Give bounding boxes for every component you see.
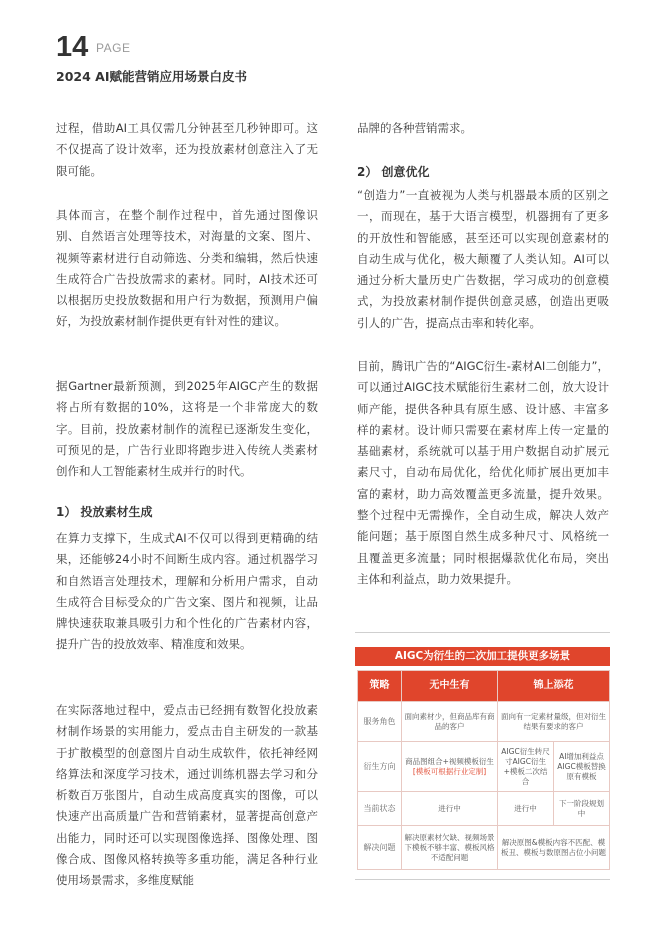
header-strategy: 策略: [358, 671, 402, 702]
table-row: [358, 792, 610, 826]
table-row: [358, 742, 610, 792]
row-label: 当前状态: [358, 792, 402, 826]
table-cell: [402, 742, 498, 792]
left-paragraph-1: 过程，借助AI工具仅需几分钟甚至几秒钟即可。这不仅提高了设计效率，还为投放素材创意注入了无限可能。: [56, 121, 318, 178]
section-heading-1: 1） 投放素材生成: [56, 505, 153, 519]
right-paragraph-3: 目前，腾讯广告的“AIGC衍生-素材AI二创能力”，可以通过AIGC技术赋能衍生素材二创，放大设计师产能，提供各种具有原生感、设计感、丰富多样的素材。设计师只需要在素材库上传一定量的基础素材，系统就可以基于用户数据自动扩展元素尺寸，自动布局优化，给优化师扩展出更加丰富的素材，助力高效覆盖更多流量，提升效果。整个过程中无需操作，全自动生成，解决人效产能问题；基于原图自然生成多种尺寸、风格统一且覆盖更多流量；同时根据爆款优化布局，突出主体和利益点，助力效果提升。: [357, 359, 609, 586]
table-row: [358, 702, 610, 742]
table-cell: 面向有一定素材量级，但对衍生结果有要求的客户: [498, 702, 610, 742]
header-from-nothing: 无中生有: [402, 671, 498, 702]
table-cell: AIGC衍生转尺寸AIGC衍生+模板二次结合: [498, 742, 554, 792]
right-paragraph-1: 品牌的各种营销需求。: [357, 121, 472, 135]
cell-text: 商品图组合+视频模板衍生: [405, 756, 494, 766]
table-cell: 面向素材少，但商品库有商品的客户: [402, 702, 498, 742]
left-paragraph-5: 在实际落地过程中，爱点击已经拥有数智化投放素材制作场景的实用能力，爱点击自主研发的一款基于扩散模型的创意图片自动生成软件，依托神经网络算法和深度学习技术，通过训练机器去学习和分析数百万张图片，自动生成高度真实的图像，可以快速产出高质量广告和营销素材，显著提高创意产出能力，同时还可以实现图像选择、图像处理、图像合成、图像风格转换等多重功能，满足各种行业使用场景需求，多维度赋能: [56, 703, 318, 888]
left-paragraph-3: 据Gartner最新预测，到2025年AIGC产生的数据将占所有数据的10%，这将是一个非常庞大的数字。目前，投放素材制作的流程已逐渐发生变化，可预见的是，广告行业即将跑步进入传统人类素材创作和人工智能素材生成并行的时代。: [56, 379, 318, 479]
page-label: PAGE: [96, 41, 131, 55]
cell-note: [模板可根据行业定制]: [412, 766, 487, 776]
right-paragraph-2: “创造力”一直被视为人类与机器最本质的区别之一，而现在，基于大语言模型，机器拥有了更多的开放性和智能感，甚至还可以实现创意素材的自动生成与优化，极大颠覆了人类认知。AI可以通过分析大量历史广告数据，学习成功的创意模式，为投放素材制作提供创意灵感，创造出更吸引人的广告，提高点击率和转化率。: [357, 188, 609, 330]
table-row: [358, 826, 610, 870]
row-label: 服务角色: [358, 702, 402, 742]
table-cell: 解决原素材欠缺、视频场景下模板不够丰富、模板风格不适配问题: [402, 826, 498, 870]
table-cell: AI增加利益点AIGC模板替换原有模板: [554, 742, 610, 792]
document-title: 2024 AI赋能营销应用场景白皮书: [56, 69, 247, 84]
row-label: 解决问题: [358, 826, 402, 870]
table-cell: 解决原图&模板内容不匹配、模板丑、模板与数原图占位小问题: [498, 826, 610, 870]
table-title: AIGC为衍生的二次加工提供更多场景: [355, 647, 610, 666]
header-enhance: 锦上添花: [498, 671, 610, 702]
scenario-table: [357, 670, 610, 870]
left-paragraph-2: 具体而言，在整个制作过程中，首先通过图像识别、自然语言处理等技术，对海量的文案、图片、视频等素材进行自动筛选、分类和编辑，然后快速生成符合广告投放需求的素材。同时，AI技术还可以根据历史投放数据和用户行为数据，预测用户偏好，为投放素材制作提供更有针对性的建议。: [56, 208, 318, 329]
left-paragraph-4: 在算力支撑下，生成式AI不仅可以得到更精确的结果，还能够24小时不间断生成内容。通过机器学习和自然语言处理技术，理解和分析用户需求，自动生成符合目标受众的广告文案、图片和视频，让品牌快速获取兼具吸引力和个性化的广告素材内容，提升广告的投放效率、精准度和效果。: [56, 531, 318, 652]
table-header-row: [358, 671, 610, 702]
row-label: 衍生方向: [358, 742, 402, 792]
table-cell: 进行中: [402, 792, 498, 826]
scenario-table-figure: [355, 632, 610, 880]
table-bottom-rule: [355, 870, 610, 880]
page-number: 14: [56, 31, 89, 63]
table-cell: 下一阶段规划中: [554, 792, 610, 826]
table-cell: 进行中: [498, 792, 554, 826]
section-heading-2: 2） 创意优化: [357, 165, 430, 179]
